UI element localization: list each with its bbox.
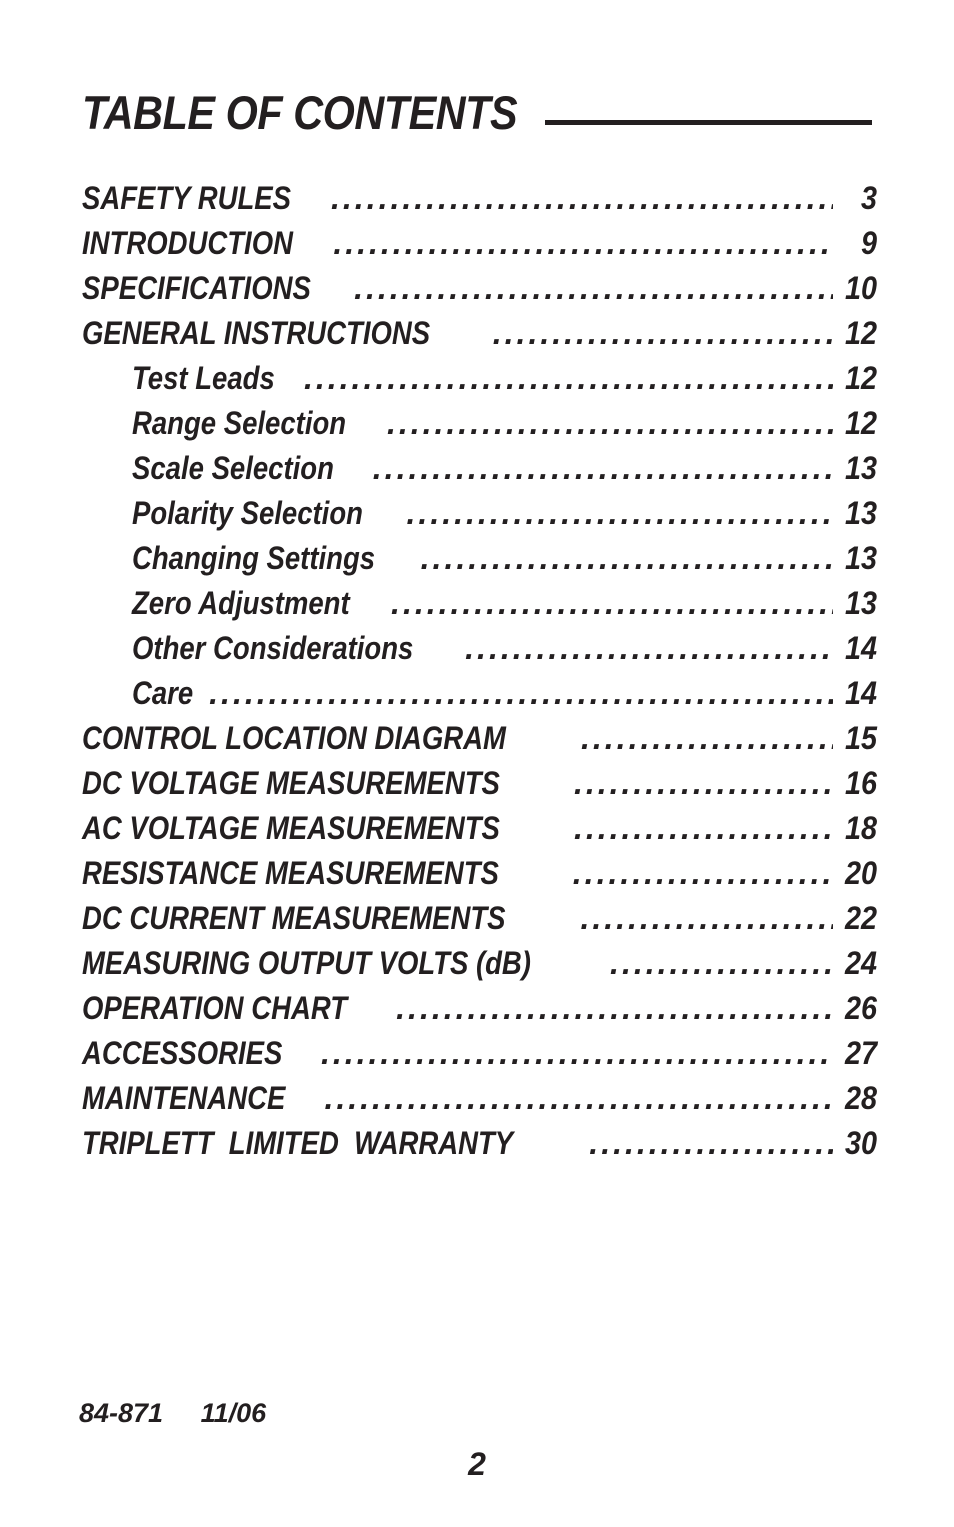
toc-entry[interactable] [82, 941, 877, 986]
toc-entry[interactable] [82, 716, 877, 761]
toc-entry-page: 30 [844, 1125, 877, 1161]
dot-leader [391, 581, 833, 626]
dot-leader [209, 671, 833, 716]
dot-leader [373, 446, 833, 491]
dot-leader [574, 806, 833, 851]
dot-leader [321, 1031, 833, 1076]
toc-entry-page: 13 [844, 585, 877, 621]
dot-leader [580, 896, 833, 941]
toc-entry-label: MAINTENANCE [82, 1080, 286, 1116]
toc-entry-label: Zero Adjustment [132, 585, 350, 621]
toc-entry-label: CONTROL LOCATION DIAGRAM [82, 720, 506, 756]
toc-entry-page: 28 [844, 1080, 877, 1116]
dot-leader [354, 266, 833, 311]
toc-entry-page: 12 [844, 360, 877, 396]
toc-entry-page: 13 [844, 540, 877, 576]
toc-entry-page: 13 [844, 450, 877, 486]
toc-entry-label: Range Selection [132, 405, 347, 441]
dot-leader [581, 716, 833, 761]
toc-entry-label: SPECIFICATIONS [82, 270, 311, 306]
toc-entry-label: TRIPLETT LIMITED WARRANTY [82, 1125, 514, 1161]
toc-subentry[interactable] [82, 356, 877, 401]
toc-entry[interactable] [82, 806, 877, 851]
toc-entry[interactable] [82, 221, 877, 266]
page-title-row [82, 74, 872, 139]
toc-entry[interactable] [82, 1031, 877, 1076]
title-rule [545, 120, 872, 125]
toc-subentry[interactable] [82, 581, 877, 626]
table-of-contents [82, 176, 877, 1166]
dot-leader [574, 761, 833, 806]
dot-leader [333, 221, 833, 266]
toc-entry-label: AC VOLTAGE MEASUREMENTS [82, 810, 500, 846]
toc-entry-label: DC CURRENT MEASUREMENTS [82, 900, 506, 936]
toc-entry-label: Changing Settings [132, 540, 376, 576]
toc-entry-label: MEASURING OUTPUT VOLTS (dB) [82, 945, 531, 981]
dot-leader [304, 356, 833, 401]
document-code: 84-871 11/06 [79, 1398, 267, 1428]
toc-entry-page: 15 [844, 720, 877, 756]
toc-entry-label: RESISTANCE MEASUREMENTS [82, 855, 499, 891]
toc-entry-label: GENERAL INSTRUCTIONS [82, 315, 431, 351]
toc-subentry[interactable] [82, 446, 877, 491]
dot-leader [610, 941, 833, 986]
dot-leader [324, 1076, 833, 1121]
toc-entry[interactable] [82, 176, 877, 221]
toc-entry[interactable] [82, 1076, 877, 1121]
toc-entry-page: 14 [844, 675, 877, 711]
toc-entry-page: 26 [844, 990, 877, 1026]
toc-entry-page: 18 [844, 810, 877, 846]
toc-entry-page: 3 [860, 180, 877, 216]
toc-subentry[interactable] [82, 401, 877, 446]
page-title: TABLE OF CONTENTS [82, 86, 518, 139]
dot-leader [331, 176, 833, 221]
dot-leader [465, 626, 833, 671]
toc-subentry[interactable] [82, 626, 877, 671]
toc-entry-page: 10 [844, 270, 877, 306]
dot-leader [493, 311, 833, 356]
toc-entry[interactable] [82, 896, 877, 941]
toc-subentry[interactable] [82, 671, 877, 716]
toc-entry-page: 14 [844, 630, 877, 666]
dot-leader [573, 851, 833, 896]
toc-entry[interactable] [82, 986, 877, 1031]
toc-entry[interactable] [82, 761, 877, 806]
toc-entry-label: ACCESSORIES [82, 1035, 283, 1071]
toc-entry-page: 9 [860, 225, 877, 261]
toc-entry-page: 13 [844, 495, 877, 531]
toc-entry[interactable] [82, 311, 877, 356]
toc-entry-page: 12 [844, 405, 877, 441]
toc-entry[interactable] [82, 851, 877, 896]
toc-entry-page: 16 [844, 765, 877, 801]
dot-leader [421, 536, 833, 581]
toc-entry-label: Test Leads [132, 360, 275, 396]
dot-leader [589, 1121, 833, 1166]
toc-entry-label: Polarity Selection [132, 495, 363, 531]
toc-entry-label: INTRODUCTION [82, 225, 293, 261]
toc-entry-page: 22 [844, 900, 877, 936]
toc-entry-label: Care [132, 675, 194, 711]
toc-entry-page: 27 [844, 1035, 877, 1071]
toc-entry-label: OPERATION CHART [82, 990, 348, 1026]
toc-entry-page: 24 [844, 945, 877, 981]
page-number: 2 [468, 1446, 486, 1482]
toc-entry-label: Other Considerations [132, 630, 414, 666]
dot-leader [407, 491, 833, 536]
dot-leader [396, 986, 833, 1031]
toc-entry[interactable] [82, 1121, 877, 1166]
toc-entry-page: 20 [844, 855, 877, 891]
toc-entry-label: Scale Selection [132, 450, 334, 486]
toc-subentry[interactable] [82, 491, 877, 536]
toc-entry-label: DC VOLTAGE MEASUREMENTS [82, 765, 500, 801]
toc-entry[interactable] [82, 266, 877, 311]
toc-subentry[interactable] [82, 536, 877, 581]
toc-entry-label: SAFETY RULES [82, 180, 291, 216]
dot-leader [387, 401, 833, 446]
toc-entry-page: 12 [844, 315, 877, 351]
